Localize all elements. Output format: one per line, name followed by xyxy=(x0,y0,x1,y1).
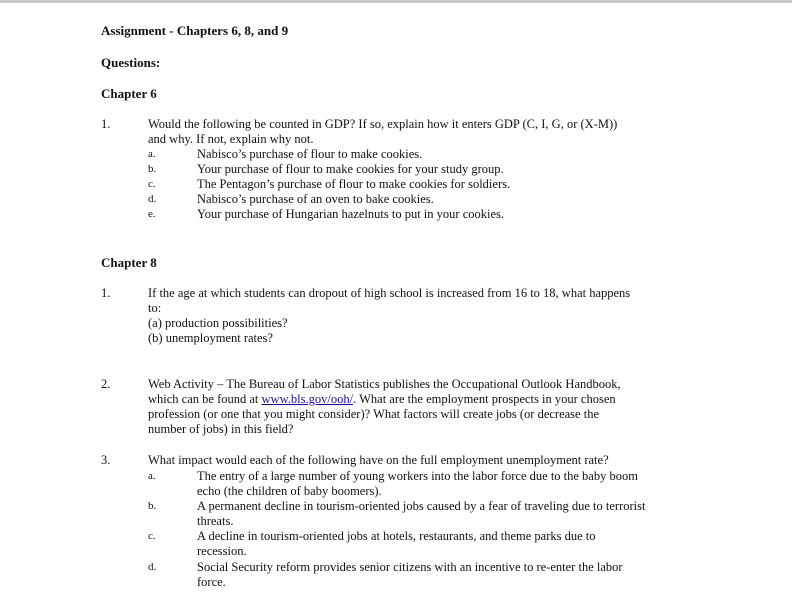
page-top-border xyxy=(0,0,792,3)
question-text-line: What impact would each of the following have on the full employment unemployment rate? xyxy=(148,453,609,467)
chapter-8-heading: Chapter 8 xyxy=(101,255,157,270)
question-number: 1. xyxy=(101,117,111,131)
list-item: A permanent decline in tourism-oriented jobs caused by a fear of traveling due to terrorist xyxy=(197,499,646,513)
item-letter: a. xyxy=(148,148,156,160)
sub-question-a: (a) production possibilities? xyxy=(148,316,288,330)
chapter-6-heading: Chapter 6 xyxy=(101,86,157,101)
item-letter: a. xyxy=(148,470,156,482)
item-letter: d. xyxy=(148,193,157,205)
item-letter: b. xyxy=(148,500,157,512)
item-letter: d. xyxy=(148,561,157,573)
list-item: A decline in tourism-oriented jobs at hotels, restaurants, and theme parks due to xyxy=(197,529,596,543)
item-letter: c. xyxy=(148,530,156,542)
question-text-line: If the age at which students can dropout of high school is increased from 16 to 18, what happens xyxy=(148,286,631,300)
question-text-line: Would the following be counted in GDP? If so, explain how it enters GDP (C, I, G, or (X-M)) xyxy=(148,117,618,131)
text-segment: which can be found at xyxy=(148,392,262,406)
list-item: The entry of a large number of young workers into the labor force due to the baby boom xyxy=(197,469,638,483)
question-text-line xyxy=(148,392,616,407)
question-text-line: to: xyxy=(148,301,162,315)
question-text-line: number of jobs) in this field? xyxy=(148,422,294,436)
question-text-line: and why. If not, explain why not. xyxy=(148,132,314,146)
list-item: Nabisco’s purchase of an oven to bake cookies. xyxy=(197,192,434,206)
question-text-line: Web Activity – The Bureau of Labor Statistics publishes the Occupational Outlook Handbook, xyxy=(148,377,621,391)
list-item: Nabisco’s purchase of flour to make cookies. xyxy=(197,147,423,161)
question-text-line: profession (or one that you might consider)? What factors will create jobs (or decrease the xyxy=(148,407,599,421)
item-letter: b. xyxy=(148,163,157,175)
list-item-continued: echo (the children of baby boomers). xyxy=(197,484,382,498)
assignment-title: Assignment - Chapters 6, 8, and 9 xyxy=(101,23,289,38)
question-number: 2. xyxy=(101,377,111,391)
item-letter: e. xyxy=(148,208,156,220)
text-segment: . What are the employment prospects in your chosen xyxy=(353,392,616,406)
list-item: Social Security reform provides senior citizens with an incentive to re-enter the labor xyxy=(197,560,623,574)
list-item-continued: recession. xyxy=(197,544,247,558)
sub-question-b: (b) unemployment rates? xyxy=(148,331,273,345)
list-item: The Pentagon’s purchase of flour to make cookies for soldiers. xyxy=(197,177,511,191)
question-number: 1. xyxy=(101,286,111,300)
item-letter: c. xyxy=(148,178,156,190)
list-item: Your purchase of Hungarian hazelnuts to put in your cookies. xyxy=(197,207,505,221)
list-item-continued: threats. xyxy=(197,514,234,528)
bls-ooh-link[interactable]: www.bls.gov/ooh/ xyxy=(261,392,354,406)
question-number: 3. xyxy=(101,453,111,467)
questions-heading: Questions: xyxy=(101,55,161,70)
list-item-continued: force. xyxy=(197,575,226,589)
list-item: Your purchase of flour to make cookies for your study group. xyxy=(197,162,504,176)
